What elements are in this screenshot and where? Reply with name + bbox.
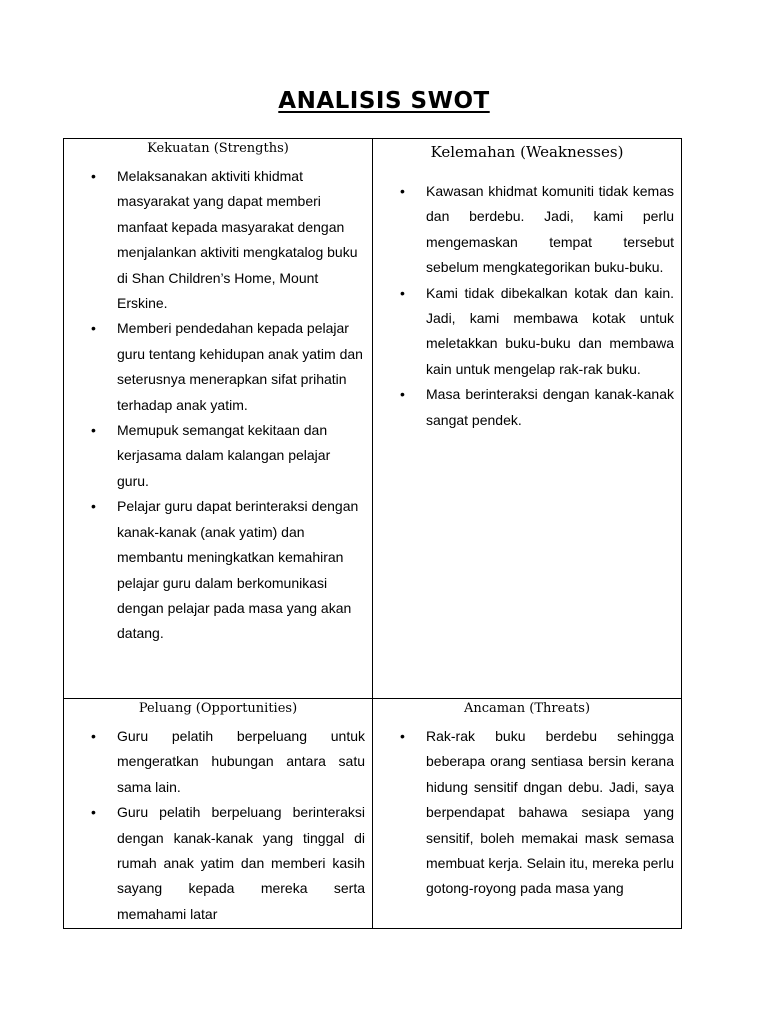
list-item: • Guru pelatih berpeluang untuk mengeratkan hubungan antara satu sama lain. (64, 724, 372, 800)
swot-row-top (64, 139, 682, 699)
opportunities-cell (64, 699, 373, 929)
list-item: • Guru pelatih berpeluang berinteraksi dengan kanak-kanak yang tinggal di rumah anak yatim dan memberi kasih sayang kepada mereka serta memahami latar (64, 800, 372, 927)
weaknesses-heading: Kelemahan (Weaknesses) (430, 143, 624, 161)
list-item: • Melaksanakan aktiviti khidmat masyarakat yang dapat memberi manfaat kepada masyarakat dengan menjalankan aktiviti mengkatalog buku di Shan Children’s Home, Mount Erskine. (64, 164, 372, 316)
threats-cell (373, 699, 682, 929)
list-item: • Pelajar guru dapat berinteraksi dengan kanak-kanak (anak yatim) dan membantu meningkatkan kemahiran pelajar guru dalam berkomunikasi dengan pelajar pada masa yang akan datang. (64, 494, 372, 646)
list-item: • Memberi pendedahan kepada pelajar guru tentang kehidupan anak yatim dan seterusnya menerapkan sifat prihatin terhadap anak yatim. (64, 316, 372, 418)
list-item: • Masa berinteraksi dengan kanak-kanak sangat pendek. (373, 382, 681, 433)
swot-table (63, 138, 682, 929)
title-text: ANALISIS SWOT (278, 88, 490, 114)
swot-row-bottom (64, 699, 682, 929)
weaknesses-cell (373, 139, 682, 699)
list-item: • Kami tidak dibekalkan kotak dan kain. Jadi, kami membawa kotak untuk meletakkan buku-buku dan membawa kain untuk mengelap rak-rak buku. (373, 281, 681, 383)
weaknesses-list (373, 179, 681, 433)
list-item: • Rak-rak buku berdebu sehingga beberapa orang sentiasa bersin kerana hidung sensitif dngan debu. Jadi, saya berpendapat bahawa sesiapa yang sensitif, boleh memakai mask semasa membuat kerja. Selain itu, mereka perlu gotong-royong pada masa yang (373, 724, 681, 902)
list-item: • Memupuk semangat kekitaan dan kerjasama dalam kalangan pelajar guru. (64, 418, 372, 494)
strengths-list (64, 164, 372, 647)
threats-heading: Ancaman (Threats) (463, 701, 591, 716)
threats-list (373, 724, 681, 902)
strengths-heading: Kekuatan (Strengths) (147, 141, 289, 156)
strengths-cell (64, 139, 373, 699)
opportunities-list (64, 724, 372, 927)
list-item: • Kawasan khidmat komuniti tidak kemas dan berdebu. Jadi, kami perlu mengemaskan tempat tersebut sebelum mengkategorikan buku-buku. (373, 179, 681, 281)
opportunities-heading: Peluang (Opportunities) (138, 701, 298, 716)
page-title (0, 88, 768, 114)
